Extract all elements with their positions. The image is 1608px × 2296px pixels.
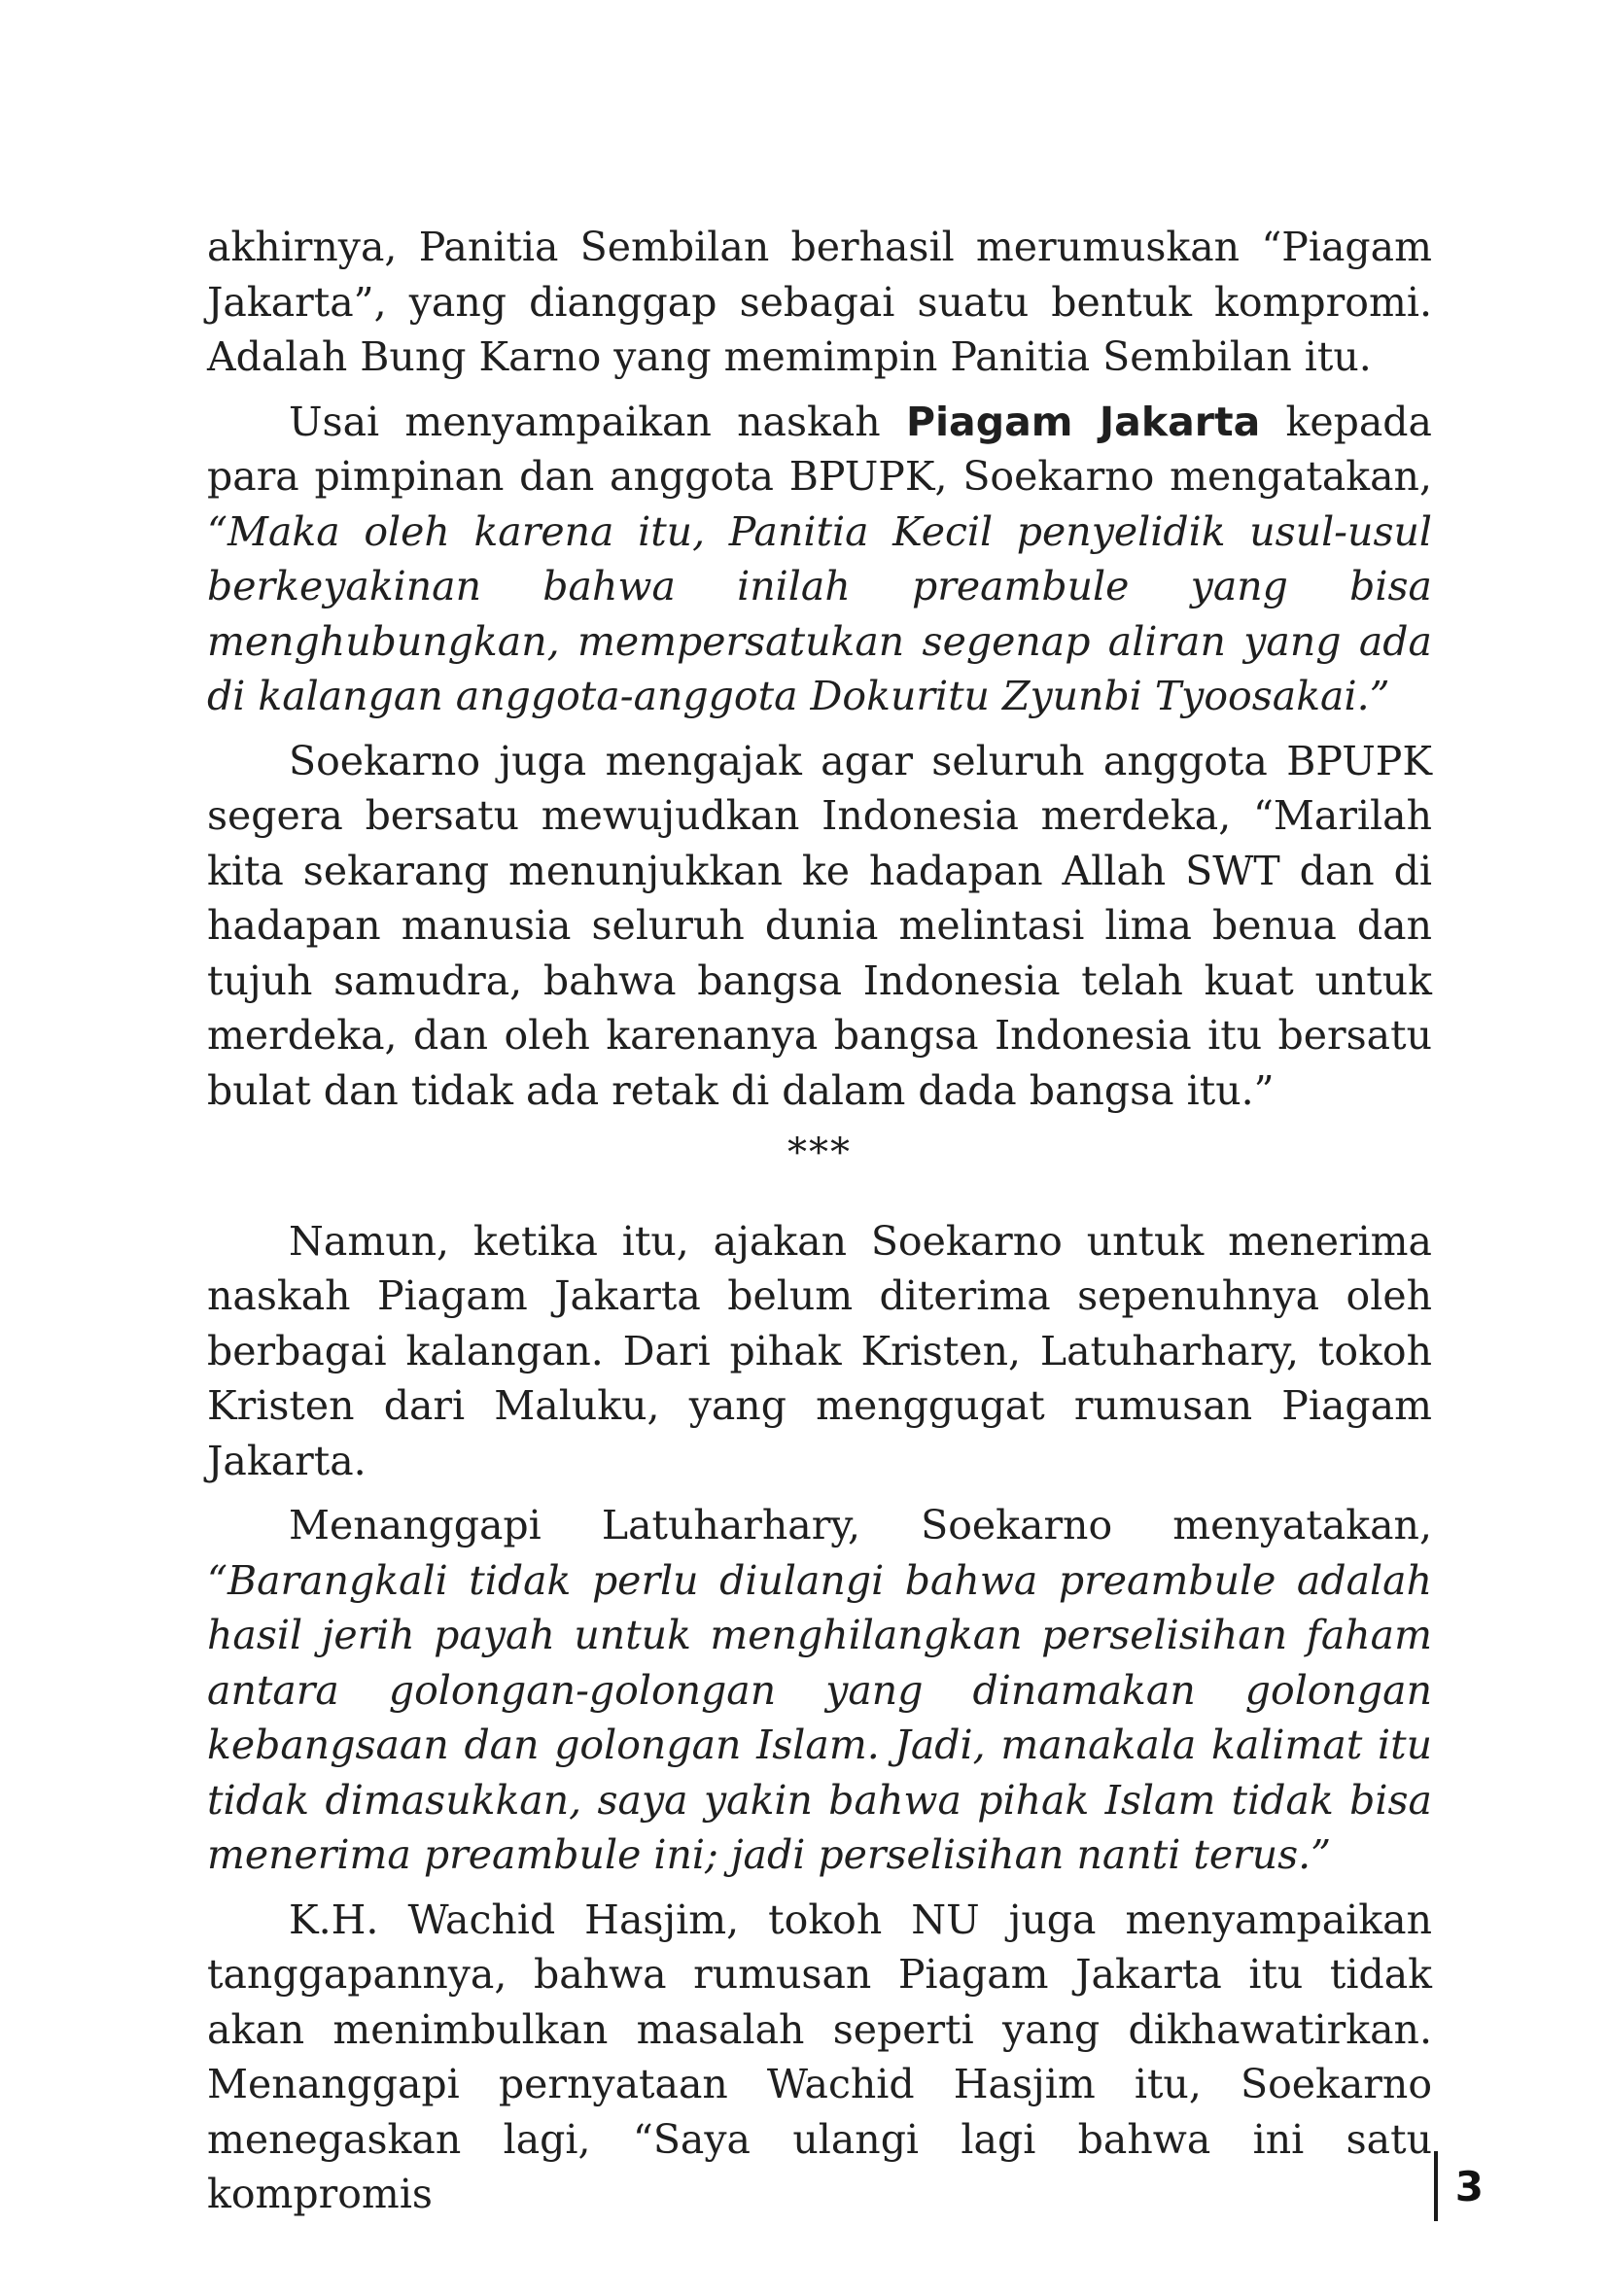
paragraph-5	[207, 1498, 1432, 1883]
paragraph-2-intro: Usai menyampaikan naskah	[289, 398, 906, 445]
paragraph-3: Soekarno juga mengajak agar seluruh anggota BPUPK segera bersatu mewujudkan Indonesia merdeka, “Marilah kita sekarang menunjukkan ke hadapan Allah SWT dan di hadapan manusia seluruh dunia melintasi lima benua dan tujuh samudra, bahwa bangsa Indonesia telah kuat untuk merdeka, dan oleh karenanya bangsa Indonesia itu bersatu bulat dan tidak ada retak di dalam dada bangsa itu.”	[207, 737, 1432, 1114]
body-text	[207, 220, 1432, 2222]
paragraph-6: K.H. Wachid Hasjim, tokoh NU juga menyampaikan tanggapannya, bahwa rumusan Piagam Jakarta itu tidak akan menimbulkan masalah seperti yang dikhawatirkan. Menanggapi pernyataan Wachid Hasjim itu, Soekarno menegaskan lagi, “Saya ulangi lagi bahwa ini satu kompromis	[207, 1896, 1432, 2217]
paragraph-5-intro: Menanggapi Latuharhary, Soekarno menyatakan,	[289, 1502, 1432, 1548]
paragraph-4: Namun, ketika itu, ajakan Soekarno untuk menerima naskah Piagam Jakarta belum diterima sepenuhnya oleh berbagai kalangan. Dari pihak Kristen, Latuharhary, tokoh Kristen dari Maluku, yang menggugat rumusan Piagam Jakarta.	[207, 1217, 1432, 1484]
page-number-rule	[1434, 2151, 1438, 2221]
section-separator: ***	[787, 1131, 852, 1175]
page-footer	[1434, 2151, 1484, 2221]
paragraph-2-bold-term: Piagam Jakarta	[905, 398, 1261, 445]
paragraph-2	[207, 395, 1432, 724]
paragraph-2-quote: “Maka oleh karena itu, Panitia Kecil penyelidik usul-usul berkeyakinan bahwa inilah preambule yang bisa menghubungkan, mempersatukan segenap aliran yang ada di kalangan anggota-anggota Dokuritu Zyunbi Tyoosakai.”	[207, 507, 1432, 719]
page-number: 3	[1454, 2162, 1484, 2210]
paragraph-5-quote: “Barangkali tidak perlu diulangi bahwa preambule adalah hasil jerih payah untuk menghilangkan perselisihan faham antara golongan-golongan yang dinamakan golongan kebangsaan dan golongan Islam. Jadi, manakala kalimat itu tidak dimasukkan, saya yakin bahwa pihak Islam tidak bisa menerima preambule ini; jadi perselisihan nanti terus.”	[207, 1556, 1432, 1878]
paragraph-2-continuation: kepada para pimpinan dan anggota BPUPK, Soekarno mengatakan,	[207, 398, 1432, 500]
paragraph-1: akhirnya, Panitia Sembilan berhasil merumuskan “Piagam Jakarta”, yang dianggap sebagai suatu bentuk kompromi. Adalah Bung Karno yang memimpin Panitia Sembilan itu.	[207, 224, 1432, 380]
